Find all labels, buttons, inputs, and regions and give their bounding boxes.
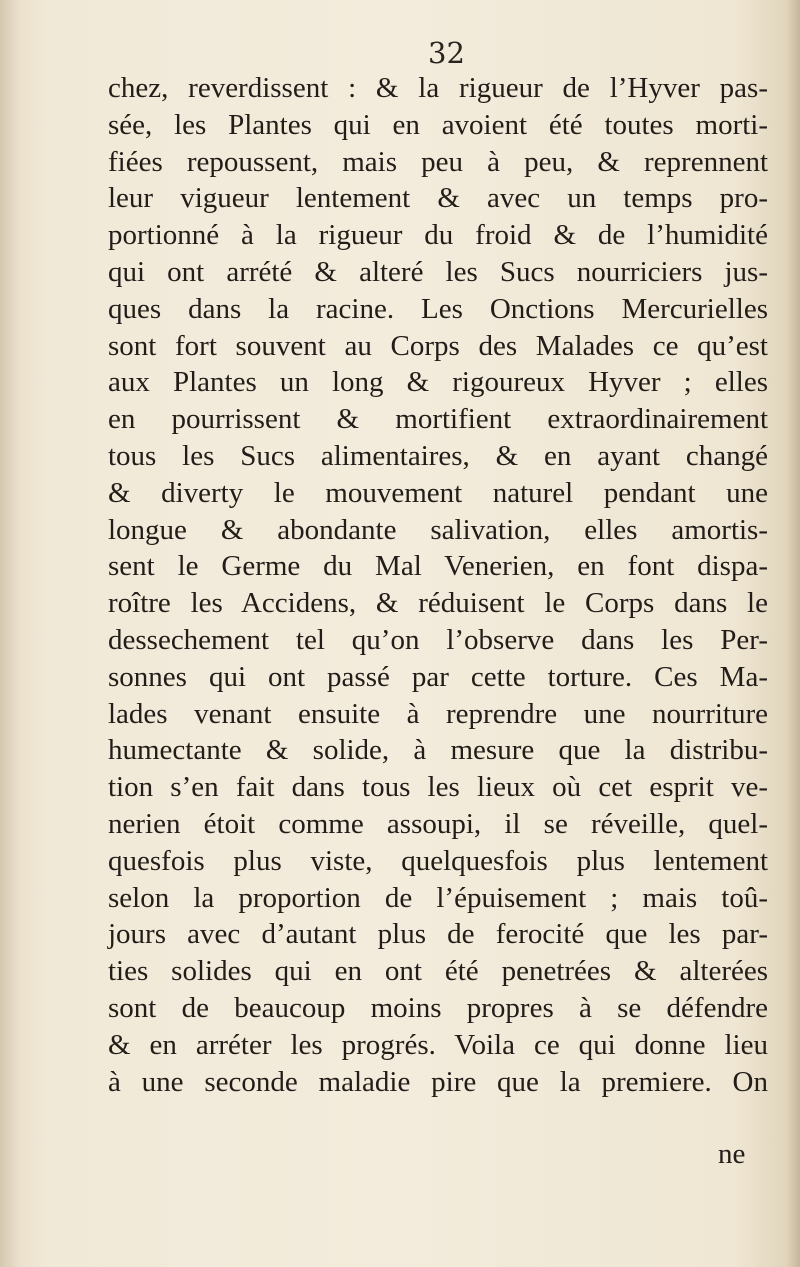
page-number: 32 (428, 36, 465, 70)
text-line: roître les Accidens, & réduisent le Corps dans le (108, 587, 768, 620)
text-line: humectante & solide, à mesure que la distribu- (108, 734, 768, 767)
text-line: sont de beaucoup moins propres à se défendre (108, 991, 768, 1024)
text-line: tion s’en fait dans tous les lieux où cet esprit ve- (108, 771, 768, 804)
text-line: & diverty le mouvement naturel pendant une (108, 476, 768, 509)
text-line: longue & abondante salivation, elles amortis- (108, 513, 768, 546)
text-line: nerien étoit comme assoupi, il se réveille, quel- (108, 807, 768, 840)
text-line: fiées repoussent, mais peu à peu, & reprennent (108, 145, 768, 178)
text-line: sée, les Plantes qui en avoient été toutes morti- (108, 108, 768, 141)
text-line: sont fort souvent au Corps des Malades ce qu’est (108, 329, 768, 362)
text-line: lades venant ensuite à reprendre une nourriture (108, 697, 768, 730)
text-line: qui ont arrété & alteré les Sucs nourriciers jus- (108, 255, 768, 288)
text-line: jours avec d’autant plus de ferocité que les par- (108, 918, 768, 951)
text-line: dessechement tel qu’on l’observe dans les Per- (108, 623, 768, 656)
text-line: ques dans la racine. Les Onctions Mercurielles (108, 292, 768, 325)
text-line: sonnes qui ont passé par cette torture. Ces Ma- (108, 660, 768, 693)
text-line: & en arréter les progrés. Voila ce qui donne lieu (108, 1028, 768, 1061)
text-line: selon la proportion de l’épuisement ; mais toû- (108, 881, 768, 914)
text-line: à une seconde maladie pire que la premiere. On (108, 1065, 768, 1098)
page-gutter-shadow (0, 0, 20, 1267)
text-line: portionné à la rigueur du froid & de l’humidité (108, 219, 768, 252)
text-line: chez, reverdissent : & la rigueur de l’Hyver pas- (108, 72, 768, 104)
body-text (108, 70, 768, 1100)
catchword: ne (718, 1138, 746, 1170)
text-line: quesfois plus viste, quelquesfois plus lentement (108, 844, 768, 877)
text-line: sent le Germe du Mal Venerien, en font dispa- (108, 550, 768, 583)
page-edge-shadow (786, 0, 800, 1267)
text-line: en pourrissent & mortifient extraordinairement (108, 403, 768, 436)
text-line: ties solides qui en ont été penetrées & alterées (108, 955, 768, 988)
text-line: leur vigueur lentement & avec un temps pro- (108, 182, 768, 215)
text-line: aux Plantes un long & rigoureux Hyver ; elles (108, 366, 768, 399)
text-line: tous les Sucs alimentaires, & en ayant changé (108, 439, 768, 472)
